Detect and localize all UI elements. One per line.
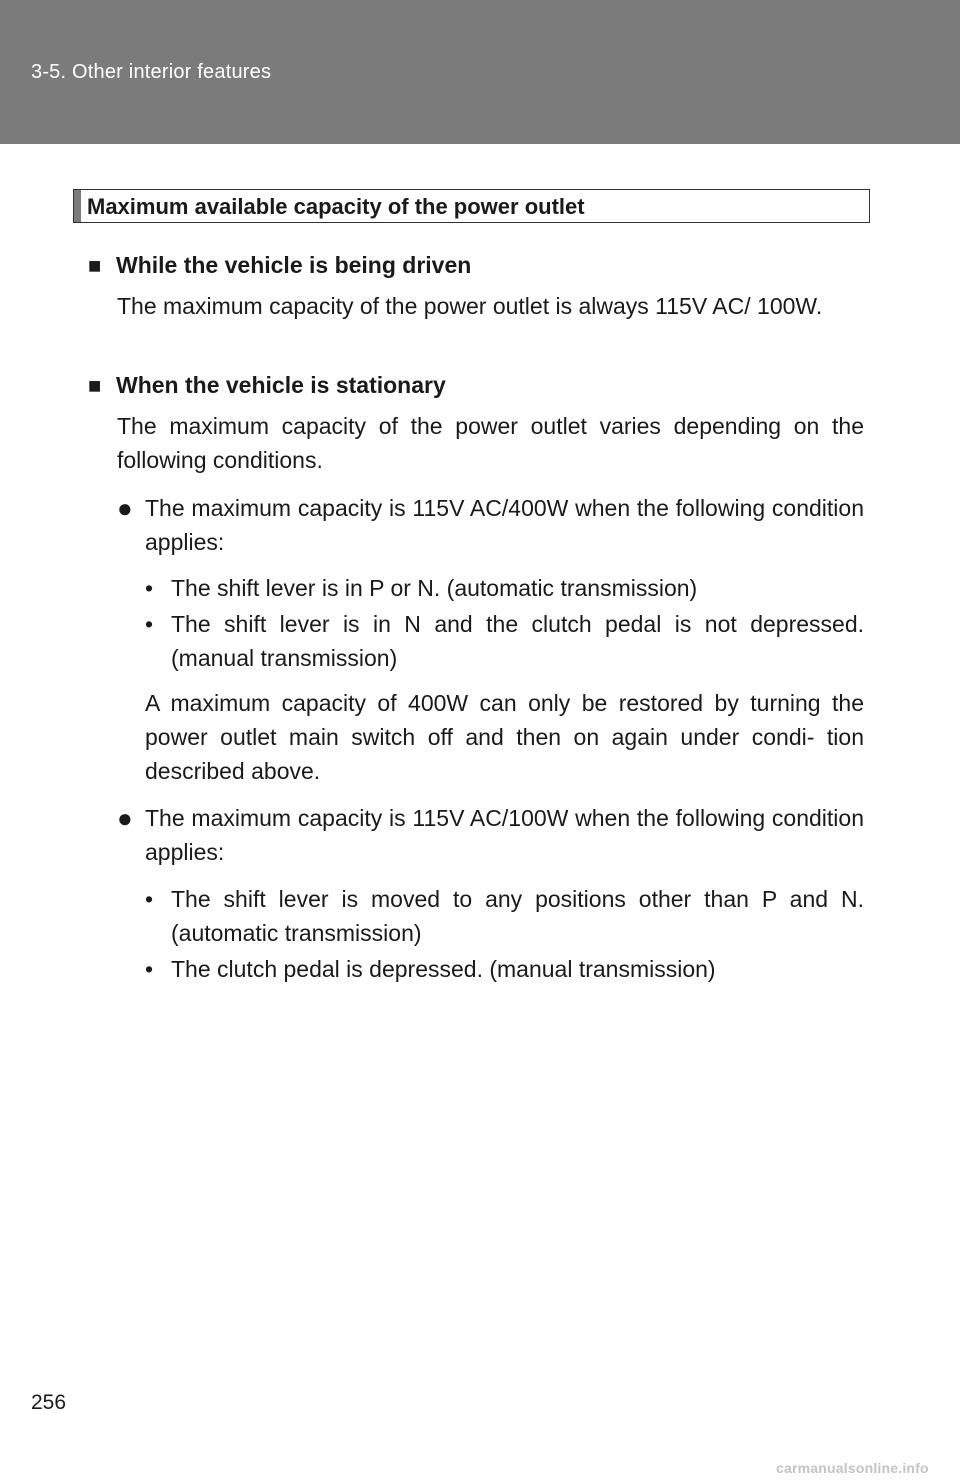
dot-marker: • <box>145 575 154 601</box>
condition-1-note: A maximum capacity of 400W can only be restored by turning the power outlet main switch off and then on again under condi- tion described above. <box>145 690 864 784</box>
driving-text: The maximum capacity of the power outlet is always 115V AC/ 100W. <box>117 293 823 319</box>
section-title-box <box>73 189 870 223</box>
subheading-stationary <box>88 372 446 399</box>
dot-marker: • <box>145 956 154 982</box>
subheading-driving <box>88 252 471 279</box>
header-section-title: 3-5. Other interior features <box>31 61 272 83</box>
section-title: Maximum available capacity of the power outlet <box>87 194 585 219</box>
stationary-text: The maximum capacity of the power outlet varies depending on the following conditions. <box>117 413 864 473</box>
list-item-text: The clutch pedal is depressed. (manual transmission) <box>171 956 716 982</box>
list-item-text: The shift lever is in N and the clutch pedal is not depressed. (manual transmission) <box>171 611 864 671</box>
dot-marker: • <box>145 611 154 637</box>
condition-2-text: The maximum capacity is 115V AC/100W when the following condition applies: <box>145 805 864 865</box>
condition-1 <box>117 491 864 559</box>
square-bullet-icon: ■ <box>88 253 102 278</box>
list-item-text: The shift lever is moved to any positions other than P and N. (automatic transmission) <box>171 886 864 946</box>
list-item <box>145 952 864 986</box>
condition-1-text: The maximum capacity is 115V AC/400W when the following condition applies: <box>145 495 864 555</box>
watermark: carmanualsonline.info <box>776 1460 929 1476</box>
list-item <box>145 882 864 950</box>
subheading-stationary-label: When the vehicle is stationary <box>116 372 446 398</box>
page-number: 256 <box>31 1391 67 1414</box>
round-bullet-icon: ● <box>117 803 133 833</box>
list-item-text: The shift lever is in P or N. (automatic transmission) <box>171 575 698 601</box>
square-bullet-icon: ■ <box>88 373 102 398</box>
list-item <box>145 571 864 605</box>
subheading-driving-label: While the vehicle is being driven <box>116 252 472 278</box>
dot-marker: • <box>145 886 154 912</box>
list-item <box>145 607 864 675</box>
page-header <box>0 0 960 144</box>
round-bullet-icon: ● <box>117 493 133 523</box>
condition-2 <box>117 801 864 869</box>
section-title-bar <box>74 190 81 222</box>
